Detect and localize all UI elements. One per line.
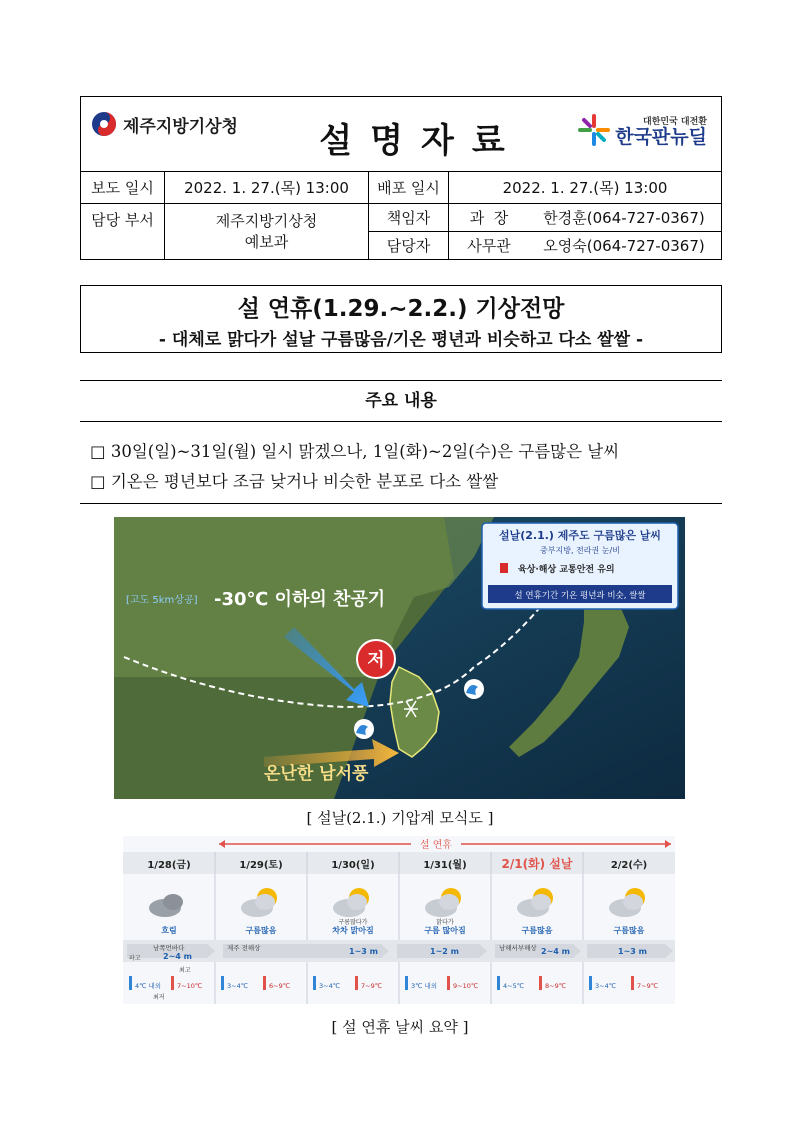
altitude-tag: [고도 5km상공] <box>126 595 198 606</box>
dept-label: 담당 부서 <box>81 203 165 259</box>
title-box <box>80 285 722 353</box>
fc-sky: 구름많음 <box>613 926 645 935</box>
thermo-hot-icon <box>539 976 542 990</box>
manager-value: 한경훈(064-727-0367) <box>543 208 705 227</box>
thermo-cold-icon <box>129 976 132 990</box>
fc-max: 7~9℃ <box>637 982 659 990</box>
wave-area: 남해서부해상 <box>499 944 537 952</box>
thermo-hot-icon <box>355 976 358 990</box>
wave-area: 제주 전해상 <box>227 944 261 952</box>
fc-max: 7~10℃ <box>177 982 203 990</box>
dept-value-team: 예보과 <box>244 233 289 251</box>
fc-min: 3℃ 내외 <box>411 982 438 990</box>
fc-date: 2/1(화) 설날 <box>501 857 573 871</box>
fc-max: 6~9℃ <box>269 982 291 990</box>
low-symbol: 저 <box>367 650 385 671</box>
info-box-alert: 육상·해상 교통안전 유의 <box>518 565 615 575</box>
fc-min: 4~5℃ <box>503 982 525 990</box>
max-label: 최고 <box>179 967 191 974</box>
thermo-hot-icon <box>447 976 450 990</box>
pressure-map <box>114 517 685 799</box>
forecast-caption: [ 설 연휴 날씨 요약 ] <box>331 1018 469 1036</box>
wave-value: 2~4 m <box>163 952 192 961</box>
thermo-cold-icon <box>313 976 316 990</box>
wave-label: 파고 <box>129 955 141 962</box>
fc-date: 1/30(일) <box>331 860 375 871</box>
thermo-hot-icon <box>263 976 266 990</box>
fc-sky: 구름많음 <box>521 926 553 935</box>
staff-row <box>369 231 721 259</box>
wave-value: 1~3 m <box>618 947 647 956</box>
wave-value: 1~2 m <box>430 947 459 956</box>
cold-air-label: -30℃ 이하의 찬공기 <box>214 589 386 610</box>
info-box-title: 설날(2.1.) 제주도 구름많은 날씨 <box>498 529 662 542</box>
manager-label: 책임자 <box>369 203 449 231</box>
divider-mid <box>80 421 722 422</box>
wave-area: 남쪽먼바다 <box>153 944 185 952</box>
divider-top <box>80 380 722 381</box>
fc-date: 1/31(월) <box>423 860 467 871</box>
thermo-hot-icon <box>631 976 634 990</box>
release-value: 2022. 1. 27.(목) 13:00 <box>165 171 369 203</box>
warm-wind-label: 온난한 남서풍 <box>264 764 369 784</box>
info-box-bottom: 설 연휴기간 기온 평년과 비슷, 쌀쌀 <box>514 591 646 601</box>
new-deal-logo <box>577 113 707 147</box>
fc-sky: 구름많음 <box>245 926 277 935</box>
distribution-label: 배포 일시 <box>369 171 449 203</box>
wave-icon <box>464 679 484 699</box>
new-deal-icon <box>577 113 611 147</box>
siren-icon <box>500 563 508 573</box>
kma-logo-icon <box>91 111 117 137</box>
fc-min: 3~4℃ <box>227 982 249 990</box>
thermo-hot-icon <box>171 976 174 990</box>
dept-value-org: 제주지방기상청 <box>215 212 318 230</box>
divider-bottom <box>80 503 722 504</box>
staff-role: 사무관 <box>467 236 511 255</box>
header-title-row <box>81 97 721 172</box>
manager-row <box>369 203 721 232</box>
manager-role: 과 장 <box>469 208 509 227</box>
fc-min: 3~4℃ <box>319 982 341 990</box>
thermo-cold-icon <box>221 976 224 990</box>
min-label: 최저 <box>153 994 165 1001</box>
summary-bullet-2: □ 기온은 평년보다 조금 낮거나 비슷한 분포로 다소 쌀쌀 <box>90 472 499 491</box>
fc-sky-top: 맑다가 <box>436 919 454 926</box>
thermo-cold-icon <box>497 976 500 990</box>
fc-max: 8~9℃ <box>545 982 567 990</box>
fc-date: 2/2(수) <box>610 860 648 871</box>
fc-date: 1/28(금) <box>147 860 191 871</box>
period-label: 설 연휴 <box>419 840 453 851</box>
new-deal-small: 대한민국 대전환 <box>643 116 707 127</box>
org-name: 제주지방기상청 <box>123 116 238 137</box>
fc-sky: 흐림 <box>161 926 177 935</box>
fc-max: 7~9℃ <box>361 982 383 990</box>
map-caption: [ 설날(2.1.) 기압계 모식도 ] <box>306 809 494 827</box>
fc-sky-top: 구름많다가 <box>338 919 368 926</box>
org-block <box>91 111 238 137</box>
fc-min: 3~4℃ <box>595 982 617 990</box>
fc-max: 9~10℃ <box>453 982 479 990</box>
sub-title: - 대체로 맑다가 설날 구름많음/기온 평년과 비슷하고 다소 쌀쌀 - <box>158 330 644 350</box>
wave-value: 2~4 m <box>541 947 570 956</box>
wave-icon <box>354 719 374 739</box>
new-deal-big: 한국판뉴딜 <box>615 125 707 148</box>
wave-value: 1~3 m <box>349 947 378 956</box>
staff-label: 담당자 <box>369 231 449 259</box>
doc-title: 설명자료 <box>319 121 523 161</box>
forecast-summary <box>123 836 675 1004</box>
fc-date: 1/29(토) <box>239 860 283 871</box>
fc-sky: 구름 많아짐 <box>424 926 466 935</box>
release-label: 보도 일시 <box>81 171 165 203</box>
thermo-cold-icon <box>405 976 408 990</box>
distribution-value: 2022. 1. 27.(목) 13:00 <box>502 178 668 197</box>
dept-value <box>165 203 369 259</box>
summary-bullet-1: □ 30일(일)~31일(월) 일시 맑겠으나, 1일(화)~2일(수)은 구름많은 날씨 <box>90 442 620 461</box>
dept-row <box>81 203 721 259</box>
release-row <box>81 171 721 204</box>
header-table <box>80 96 722 260</box>
thermo-cold-icon <box>589 976 592 990</box>
fc-sky: 차차 맑아짐 <box>332 926 374 935</box>
info-box-sub: 중부지방, 전라권 눈/비 <box>540 546 620 555</box>
main-title: 설 연휴(1.29.~2.2.) 기상전망 <box>237 296 565 322</box>
summary-title: 주요 내용 <box>365 391 437 411</box>
staff-value: 오영숙(064-727-0367) <box>543 236 705 255</box>
fc-min: 4℃ 내외 <box>135 982 162 990</box>
